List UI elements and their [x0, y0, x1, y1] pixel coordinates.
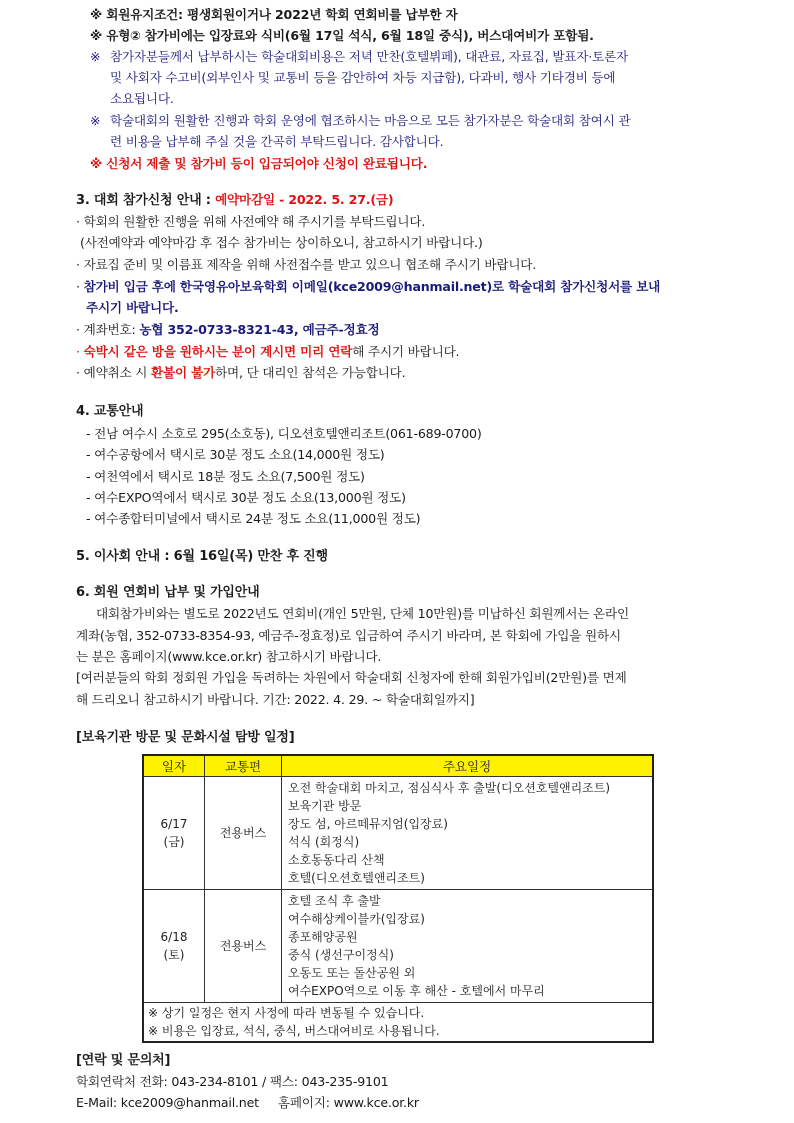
- header-date: 일자: [143, 755, 205, 777]
- section6-title: 6. 회원 연회비 납부 및 가입안내: [76, 585, 260, 600]
- schedule-header-row: [143, 755, 653, 777]
- schedule-item: 오전 학술대회 마치고, 점심식사 후 출발(디오션호텔앤리조트): [288, 781, 611, 795]
- section6-para-line2: 계좌(농협, 352-0733-8354-93, 예금주-정효정)로 입금하여 주시기 바라며, 본 학회에 가입을 원하시: [76, 628, 621, 643]
- schedule-note: ※ 상기 일정은 현지 사정에 따라 변동될 수 있습니다.: [148, 1006, 425, 1020]
- section6-para-line4: [여러분들의 학회 정회원 가입을 독려하는 차원에서 학술대회 신청자에 한해 회원가입비(2만원)를 면제: [76, 670, 627, 685]
- transport-item: - 여천역에서 택시로 18분 정도 소요(7,500원 정도): [86, 469, 365, 484]
- section3-room-rest: 해 주시기 바랍니다.: [352, 344, 460, 359]
- notice-request-line2: 련 비용을 납부해 주실 것을 간곡히 부탁드립니다. 감사합니다.: [110, 134, 444, 149]
- section3-line3: · 자료집 준비 및 이름표 제작을 위해 사전접수를 받고 있으니 협조해 주시기 바랍니다.: [76, 257, 537, 272]
- contact-email: E-Mail: kce2009@hanmail.net 홈페이지: www.kce.or.kr: [76, 1095, 419, 1110]
- notes-row: [143, 1003, 653, 1043]
- row1-date-weekday: (금): [163, 835, 185, 849]
- section3-cancel-rest: 하며, 단 대리인 참석은 가능합니다.: [215, 365, 406, 380]
- header-transport: 교통편: [205, 755, 282, 777]
- section6-para-line1: 대회참가비와는 별도로 2022년도 연회비(개인 5만원, 단체 10만원)를 미납하신 회원께서는 온라인: [96, 606, 629, 621]
- schedule-item: 장도 섬, 아르떼뮤지엄(입장료): [288, 817, 448, 831]
- section3-heading: [76, 191, 393, 210]
- section3-account-label: · 계좌번호:: [76, 322, 140, 337]
- schedule-item: 호텔 조식 후 출발: [288, 894, 381, 908]
- section3-title: 3. 대회 참가신청 안내 :: [76, 193, 216, 208]
- transport-item: - 여수EXPO역에서 택시로 30분 정도 소요(13,000원 정도): [86, 490, 406, 505]
- schedule-item: 여수EXPO역으로 이동 후 해산 - 호텔에서 마무리: [288, 984, 545, 998]
- contact-title: [연락 및 문의처]: [76, 1053, 171, 1068]
- notice-request-line1: 학술대회의 원활한 진행과 학회 운영에 협조하시는 마음으로 모든 참가자분은 학술대회 참여시 관: [110, 113, 631, 128]
- notice-request-mark: ※: [90, 113, 101, 128]
- schedule-table: [142, 754, 654, 1043]
- notice-cost-mark: ※: [90, 49, 101, 64]
- row2-date-day: 6/18: [160, 930, 188, 944]
- row2-transport: 전용버스: [205, 890, 282, 1003]
- notice-fee-type2: ※ 유형② 참가비에는 입장료와 식비(6월 17일 석식, 6월 18일 중식), 버스대여비가 포함됨.: [90, 28, 594, 43]
- row1-schedule: [282, 777, 654, 890]
- section3-room: [76, 343, 459, 361]
- section3-line2: (사전예약과 예약마감 후 접수 참가비는 상이하오니, 참고하시기 바랍니다.): [80, 235, 483, 250]
- section3-account: [76, 321, 379, 339]
- transport-item: - 전남 여수시 소호로 295(소호동), 디오션호텔앤리조트(061-689-0700): [86, 426, 482, 441]
- header-schedule: 주요일정: [282, 755, 654, 777]
- section3-line4: [76, 278, 660, 296]
- schedule-note: ※ 비용은 입장료, 석식, 중식, 버스대여비로 사용됩니다.: [148, 1024, 440, 1038]
- row1-transport: 전용버스: [205, 777, 282, 890]
- schedule-item: 오동도 또는 돌산공원 외: [288, 966, 416, 980]
- section3-deadline: 예약마감일 - 2022. 5. 27.(금): [215, 192, 394, 207]
- contact-phone: 학회연락처 전화: 043-234-8101 / 팩스: 043-235-9101: [76, 1074, 389, 1089]
- section3-line4-bullet: ·: [76, 279, 84, 294]
- row2-schedule: [282, 890, 654, 1003]
- section6-para-line5: 해 드리오니 참고하시기 바랍니다. 기간: 2022. 4. 29. ~ 학술대회일까지]: [76, 692, 475, 707]
- schedule-item: 중식 (생선구이정식): [288, 948, 394, 962]
- section3-cancel-prefix: · 예약취소 시: [76, 365, 152, 380]
- section3-account-value: 농협 352-0733-8321-43, 예금주-정효정: [139, 322, 380, 337]
- section3-line1: · 학회의 원활한 진행을 위해 사전예약 해 주시기를 부탁드립니다.: [76, 214, 426, 229]
- row2-date: [143, 890, 205, 1003]
- row1-date: [143, 777, 205, 890]
- notice-completion: ※ 신청서 제출 및 참가비 등이 입금되어야 신청이 완료됩니다.: [90, 156, 428, 171]
- section6-para-line3: 는 분은 홈페이지(www.kce.or.kr) 참고하시기 바랍니다.: [76, 649, 382, 664]
- section3-room-highlight: 숙박시 같은 방을 원하시는 분이 계시면 미리 연락: [83, 344, 353, 359]
- notice-membership: ※ 회원유지조건: 평생회원이거나 2022년 학회 연회비를 납부한 자: [90, 7, 458, 22]
- schedule-title: [보육기관 방문 및 문화시설 탐방 일정]: [76, 730, 295, 745]
- schedule-item: 석식 (회정식): [288, 835, 360, 849]
- schedule-item: 종포해양공원: [288, 930, 358, 944]
- table-row: [143, 890, 653, 1003]
- section3-cancel-highlight: 환불이 불가: [151, 365, 216, 380]
- row1-date-day: 6/17: [160, 817, 188, 831]
- section3-line4-text: 참가비 입금 후에 한국영유아보육학회 이메일(kce2009@hanmail.net)로 학술대회 참가신청서를 보내: [83, 279, 661, 294]
- schedule-item: 여수해상케이블카(입장료): [288, 912, 425, 926]
- section3-room-bullet: ·: [76, 344, 84, 359]
- section3-line4-cont: 주시기 바랍니다.: [86, 300, 179, 315]
- notice-cost-line1: 참가자분들께서 납부하시는 학술대회비용은 저녁 만찬(호텔뷔페), 대관료, 자료집, 발표자·토론자: [110, 49, 628, 64]
- row2-date-weekday: (토): [163, 948, 185, 962]
- notice-cost-line2: 및 사회자 수고비(외부인사 및 교통비 등을 감안하여 차등 지급함), 다과비, 행사 기타경비 등에: [110, 70, 616, 85]
- schedule-item: 소호동동다리 산책: [288, 853, 385, 867]
- section5-title: 5. 이사회 안내 : 6월 16일(목) 만찬 후 진행: [76, 549, 328, 564]
- section4-title: 4. 교통안내: [76, 404, 144, 419]
- transport-item: - 여수공항에서 택시로 30분 정도 소요(14,000원 정도): [86, 447, 385, 462]
- schedule-notes: [143, 1003, 653, 1043]
- notice-cost-line3: 소요됩니다.: [110, 91, 174, 106]
- section3-cancel: [76, 364, 405, 382]
- schedule-item: 호텔(디오션호텔앤리조트): [288, 871, 425, 885]
- schedule-item: 보육기관 방문: [288, 799, 362, 813]
- table-row: [143, 777, 653, 890]
- transport-item: - 여수종합터미널에서 택시로 24분 정도 소요(11,000원 정도): [86, 511, 421, 526]
